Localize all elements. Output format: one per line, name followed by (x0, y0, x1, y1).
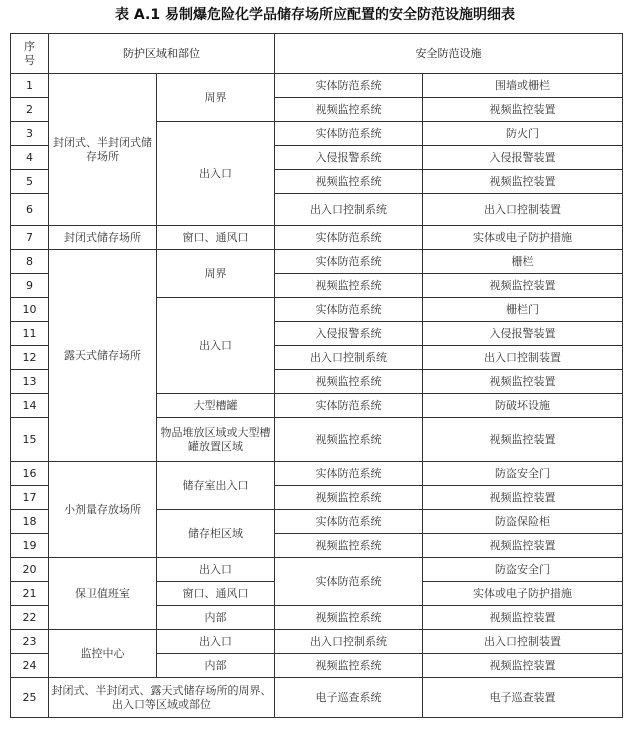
system-cell: 视频监控系统 (275, 418, 423, 462)
row-number: 17 (11, 486, 49, 510)
row-number: 24 (11, 654, 49, 678)
row-number: 11 (11, 322, 49, 346)
device-cell: 视频监控装置 (423, 606, 623, 630)
part-cell: 出入口 (157, 298, 275, 394)
row-number: 6 (11, 194, 49, 226)
part-cell: 内部 (157, 654, 275, 678)
table-row (11, 558, 623, 582)
row-number: 13 (11, 370, 49, 394)
device-cell: 视频监控装置 (423, 370, 623, 394)
system-cell: 视频监控系统 (275, 534, 423, 558)
system-cell: 实体防范系统 (275, 74, 423, 98)
system-cell: 视频监控系统 (275, 170, 423, 194)
system-cell: 视频监控系统 (275, 274, 423, 298)
device-cell: 防火门 (423, 122, 623, 146)
system-cell: 视频监控系统 (275, 606, 423, 630)
row-number: 15 (11, 418, 49, 462)
system-cell: 实体防范系统 (275, 462, 423, 486)
system-cell: 出入口控制系统 (275, 346, 423, 370)
part-cell: 出入口 (157, 630, 275, 654)
area-cell: 封闭式储存场所 (49, 226, 157, 250)
table-row (11, 226, 623, 250)
row-number: 20 (11, 558, 49, 582)
device-cell: 入侵报警装置 (423, 322, 623, 346)
device-cell: 围墙或栅栏 (423, 74, 623, 98)
system-cell: 视频监控系统 (275, 486, 423, 510)
row-number: 23 (11, 630, 49, 654)
area-cell: 封闭式、半封闭式储存场所 (49, 74, 157, 226)
header-facility: 安全防范设施 (275, 34, 623, 74)
system-cell: 出入口控制系统 (275, 194, 423, 226)
system-cell: 视频监控系统 (275, 370, 423, 394)
row-number: 4 (11, 146, 49, 170)
part-cell: 出入口 (157, 122, 275, 226)
device-cell: 视频监控装置 (423, 274, 623, 298)
row-number: 9 (11, 274, 49, 298)
area-cell: 保卫值班室 (49, 558, 157, 630)
system-cell: 视频监控系统 (275, 654, 423, 678)
area-cell: 封闭式、半封闭式、露天式储存场所的周界、出入口等区域或部位 (49, 678, 275, 718)
row-number: 25 (11, 678, 49, 718)
device-cell: 出入口控制装置 (423, 630, 623, 654)
device-cell: 防破坏设施 (423, 394, 623, 418)
device-cell: 实体或电子防护措施 (423, 582, 623, 606)
system-cell: 实体防范系统 (275, 122, 423, 146)
device-cell: 视频监控装置 (423, 418, 623, 462)
device-cell: 栅栏 (423, 250, 623, 274)
system-cell: 入侵报警系统 (275, 146, 423, 170)
row-number: 3 (11, 122, 49, 146)
system-cell: 实体防范系统 (275, 510, 423, 534)
device-cell: 电子巡查装置 (423, 678, 623, 718)
part-cell: 物品堆放区域或大型槽罐放置区域 (157, 418, 275, 462)
device-cell: 视频监控装置 (423, 486, 623, 510)
device-cell: 视频监控装置 (423, 534, 623, 558)
row-number: 16 (11, 462, 49, 486)
security-facilities-table (10, 33, 623, 718)
table-title: 表 A.1 易制爆危险化学品储存场所应配置的安全防范设施明细表 (115, 7, 515, 23)
part-cell: 窗口、通风口 (157, 582, 275, 606)
table-row (11, 250, 623, 274)
device-cell: 实体或电子防护措施 (423, 226, 623, 250)
table-row (11, 678, 623, 718)
row-number: 14 (11, 394, 49, 418)
row-number: 10 (11, 298, 49, 322)
row-number: 12 (11, 346, 49, 370)
device-cell: 防盗保险柜 (423, 510, 623, 534)
table-row (11, 462, 623, 486)
row-number: 2 (11, 98, 49, 122)
device-cell: 防盗安全门 (423, 558, 623, 582)
header-seq: 序 号 (11, 34, 49, 74)
area-cell: 小剂量存放场所 (49, 462, 157, 558)
device-cell: 视频监控装置 (423, 170, 623, 194)
table-row (11, 630, 623, 654)
device-cell: 入侵报警装置 (423, 146, 623, 170)
row-number: 5 (11, 170, 49, 194)
part-cell: 周界 (157, 250, 275, 298)
part-cell: 大型槽罐 (157, 394, 275, 418)
row-number: 21 (11, 582, 49, 606)
device-cell: 栅栏门 (423, 298, 623, 322)
system-cell: 电子巡查系统 (275, 678, 423, 718)
row-number: 22 (11, 606, 49, 630)
header-row (11, 34, 623, 74)
row-number: 8 (11, 250, 49, 274)
system-cell: 实体防范系统 (275, 558, 423, 606)
device-cell: 出入口控制装置 (423, 194, 623, 226)
device-cell: 出入口控制装置 (423, 346, 623, 370)
header-area: 防护区域和部位 (49, 34, 275, 74)
row-number: 1 (11, 74, 49, 98)
area-cell: 露天式储存场所 (49, 250, 157, 462)
part-cell: 储存室出入口 (157, 462, 275, 510)
table-row (11, 74, 623, 98)
device-cell: 防盗安全门 (423, 462, 623, 486)
system-cell: 实体防范系统 (275, 298, 423, 322)
row-number: 18 (11, 510, 49, 534)
area-cell: 监控中心 (49, 630, 157, 678)
device-cell: 视频监控装置 (423, 654, 623, 678)
device-cell: 视频监控装置 (423, 98, 623, 122)
row-number: 19 (11, 534, 49, 558)
part-cell: 周界 (157, 74, 275, 122)
system-cell: 出入口控制系统 (275, 630, 423, 654)
part-cell: 储存柜区域 (157, 510, 275, 558)
system-cell: 入侵报警系统 (275, 322, 423, 346)
system-cell: 视频监控系统 (275, 98, 423, 122)
system-cell: 实体防范系统 (275, 394, 423, 418)
system-cell: 实体防范系统 (275, 250, 423, 274)
row-number: 7 (11, 226, 49, 250)
part-cell: 出入口 (157, 558, 275, 582)
part-cell: 内部 (157, 606, 275, 630)
system-cell: 实体防范系统 (275, 226, 423, 250)
part-cell: 窗口、通风口 (157, 226, 275, 250)
